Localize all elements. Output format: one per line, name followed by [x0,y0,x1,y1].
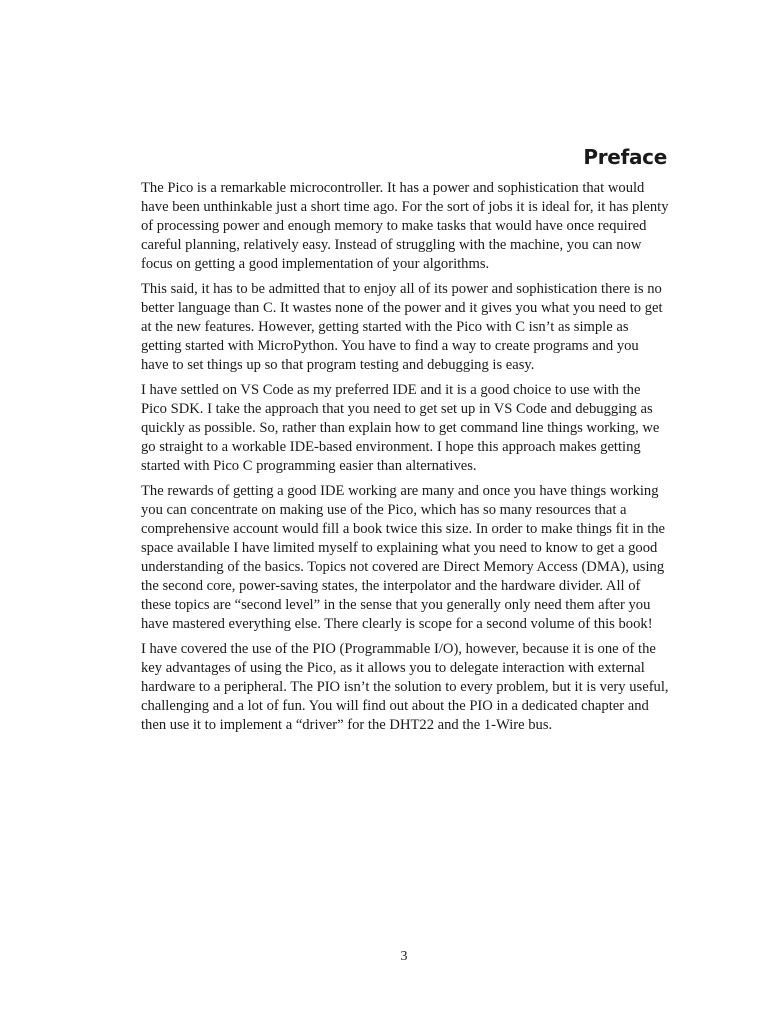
paragraph-5: I have covered the use of the PIO (Programmable I/O), however, because it is one of the key advantages of using the Pico, as it allows you to delegate interaction with external hardware to a peripheral. The PIO isn’t the solution to every problem, but it is very useful, challenging and a lot of fun. You will find out about the PIO in a dedicated chapter and then use it to implement a “driver” for the DHT22 and the 1-Wire bus. [141,641,669,733]
paragraph-1: The Pico is a remarkable microcontroller. It has a power and sophistication that would have been unthinkable just a short time ago. For the sort of jobs it is ideal for, it has plenty of processing power and enough memory to make tasks that would have once required careful planning, relatively easy. Instead of struggling with the machine, you can now focus on getting a good implementation of your algorithms. [141,180,669,272]
paragraph-2: This said, it has to be admitted that to enjoy all of its power and sophistication there is no better language than C. It wastes none of the power and it gives you what you need to get at the new features. However, getting started with the Pico with C isn’t as simple as getting started with MicroPython. You have to find a way to create programs and you have to set things up so that program testing and debugging is easy. [141,281,663,373]
page-number: 3 [400,949,408,964]
body-text [141,179,669,741]
paragraph-3: I have settled on VS Code as my preferred IDE and it is a good choice to use with the Pico SDK. I take the approach that you need to get set up in VS Code and debugging as quickly as possible. So, rather than explain how to get command line things working, we go straight to a workable IDE-based environment. I hope this approach makes getting started with Pico C programming easier than alternatives. [141,382,660,474]
paragraph-4: The rewards of getting a good IDE working are many and once you have things working you can concentrate on making use of the Pico, which has so many resources that a comprehensive account would fill a book twice this size. In order to make things fit in the space available I have limited myself to explaining what you need to know to get a good understanding of the basics. Topics not covered are Direct Memory Access (DMA), using the second core, power-saving states, the interpolator and the hardware divider. All of these topics are “second level” in the sense that you generally only need them after you have mastered everything else. There clearly is scope for a second volume of this book! [141,483,666,632]
page-title: Preface [583,145,667,169]
